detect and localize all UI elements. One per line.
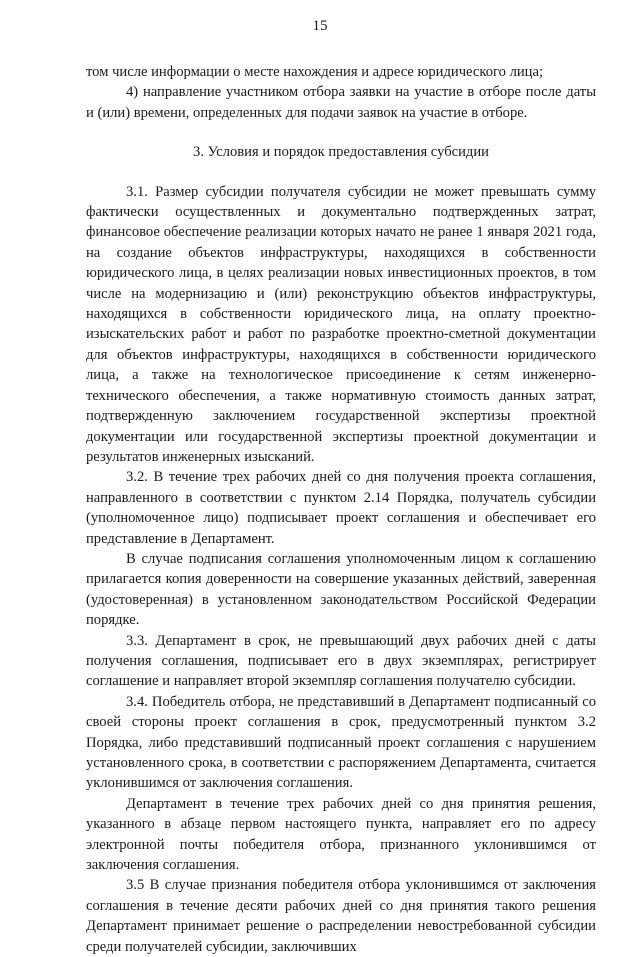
paragraph-3-2: 3.2. В течение трех рабочих дней со дня получения проекта соглашения, направленного в соответствии с пунктом 2.14 Порядка, получатель субсидии (уполномоченное лицо) подписывает проект соглашения и обеспечивает его представление в Департамент. — [86, 469, 596, 547]
paragraph-3-5: 3.5 В случае признания победителя отбора уклонившимся от заключения соглашения в течение десяти рабочих дней со дня принятия такого решения Департамент принимает решение о распределении невостребованной субсидии среди получателей субсидии, заключивших — [86, 877, 596, 955]
paragraph-item-4: 4) направление участником отбора заявки на участие в отборе после даты и (или) времени, определенных для подачи заявок на участие в отборе. — [86, 84, 596, 121]
paragraph-3-3: 3.3. Департамент в срок, не превышающий двух рабочих дней с даты получения соглашения, подписывает его в двух экземплярах, регистрирует соглашение и направляет второй экземпляр соглашения получателю субсидии. — [86, 632, 596, 690]
paragraph-3-2-continued: В случае подписания соглашения уполномоченным лицом к соглашению прилагается копия доверенности на совершение указанных действий, заверенная (удостоверенная) в установленном законодательством Российской Федерации порядке. — [86, 550, 596, 629]
section-heading: 3. Условия и порядок предоставления субсидии — [193, 144, 489, 161]
document-body — [86, 62, 596, 957]
paragraph-3-4-continued: Департамент в течение трех рабочих дней со дня принятия решения, указанного в абзаце первом настоящего пункта, направляет его по адресу электронной почты победителя отбора, признанного уклонившимся от заключения соглашения. — [86, 795, 596, 874]
paragraph-continuation: том числе информации о месте нахождения и адресе юридического лица; — [86, 64, 544, 80]
page-number: 15 — [312, 18, 328, 34]
paragraph-3-1: 3.1. Размер субсидии получателя субсидии не может превышать сумму фактически осуществленных и документально подтвержденных затрат, финансовое обеспечение реализации которых начато не ранее 1 января 2021 года, на создание объектов инфраструктуры, находящихся в собственности юридического лица, в целях реализации новых инвестиционных проектов, в том числе на модернизацию и (или) реконструкцию объектов инфраструктуры, находящихся в собственности юридического лица, на оплату проектно-изыскательских работ и работ по разработке проектно-сметной документации для объектов инфраструктуры, находящихся в собственности юридического лица, а также на технологическое присоединение к сетям инженерно-технического обеспечения, а также нормативную стоимость данных затрат, подтвержденную заключением государственной экспертизы проектной документации или государственной экспертизы проектной документации и результатов инженерных изысканий. — [86, 183, 596, 465]
paragraph-3-4: 3.4. Победитель отбора, не представивший в Департамент подписанный со своей стороны проект соглашения в срок, предусмотренный пунктом 3.2 Порядка, либо представивший подписанный проект соглашения с нарушением установленного срока, в соответствии с распоряжением Департамента, считается уклонившимся от заключения соглашения. — [86, 693, 596, 792]
